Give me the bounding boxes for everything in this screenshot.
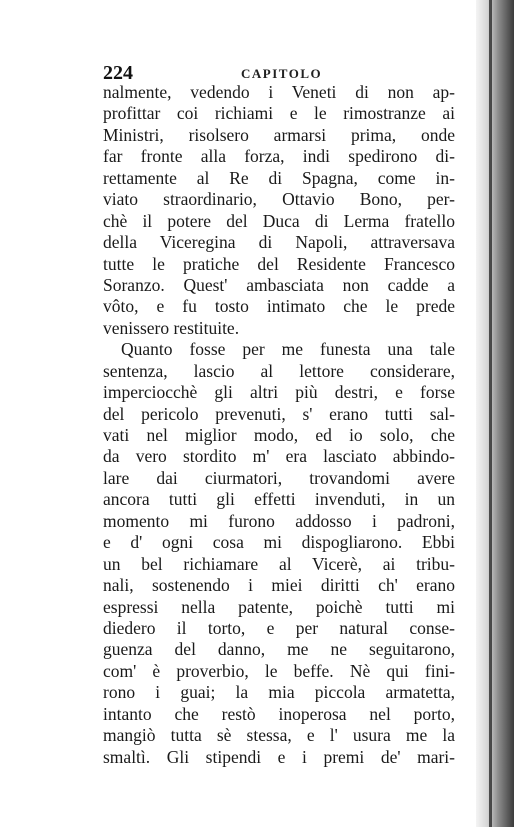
page-number: 224 [103, 62, 133, 84]
body-text [103, 82, 455, 768]
text-line: chè il potere del Duca di Lerma fratello [103, 210, 455, 231]
text-line: momento mi furono addosso i padroni, [103, 510, 455, 531]
text-line: della Viceregina di Napoli, attraversava [103, 232, 455, 253]
text-line: del pericolo prevenuti, s' erano tutti sal- [103, 403, 455, 424]
running-title: CAPITOLO [241, 66, 323, 81]
running-head [103, 62, 463, 84]
text-line: diedero il torto, e per natural conse- [103, 617, 455, 638]
text-line: profittar coi richiami e le rimostranze ai [103, 103, 455, 124]
text-line: far fronte alla forza, indi spedirono di- [103, 146, 455, 167]
text-line: Soranzo. Quest' ambasciata non cadde a [103, 274, 455, 295]
text-line: espressi nella patente, poichè tutti mi [103, 596, 455, 617]
paragraph-start-line: Quanto fosse per me funesta una tale [121, 339, 455, 360]
text-line: vati nel miglior modo, ed io solo, che [103, 425, 455, 445]
text-line: nalmente, vedendo i Veneti di non ap- [103, 82, 455, 102]
text-line: lare dai ciurmatori, trovandomi avere [103, 467, 455, 488]
text-line: smaltì. Gli stipendi e i premi de' mari- [103, 746, 455, 767]
text-line: sentenza, lascio al lettore considerare, [103, 360, 455, 381]
text-line: e d' ogni cosa mi dispogliarono. Ebbi [103, 532, 455, 553]
text-line: viato straordinario, Ottavio Bono, per- [103, 189, 455, 210]
text-line: imperciocchè gli altri più destri, e forse [103, 382, 455, 403]
text-line: intanto che restò inoperosa nel porto, [103, 703, 455, 724]
text-line: tutte le pratiche del Residente Francesco [103, 253, 455, 274]
paragraph-end-line: venissero restituite. [103, 317, 240, 338]
text-line: nali, sostenendo i miei diritti ch' erano [103, 575, 455, 596]
binding-edge [476, 0, 514, 827]
text-line: vôto, e fu tosto intimato che le prede [103, 296, 455, 317]
text-line: mangiò tutta sè stessa, e l' usura me la [103, 725, 455, 746]
text-line: Ministri, risolsero armarsi prima, onde [103, 124, 455, 145]
text-line: ancora tutti gli effetti invenduti, in un [103, 489, 455, 510]
binding-edge-line [489, 0, 492, 827]
text-line: un bel richiamare al Vicerè, ai tribu- [103, 553, 455, 574]
text-line: rettamente al Re di Spagna, come in- [103, 167, 455, 188]
text-line: rono i guai; la mia piccola armatetta, [103, 682, 455, 703]
text-line: guenza del danno, me ne seguitarono, [103, 639, 455, 660]
text-line: da vero stordito m' era lasciato abbindo- [103, 446, 455, 467]
text-line: com' è proverbio, le beffe. Nè qui fini- [103, 660, 455, 681]
